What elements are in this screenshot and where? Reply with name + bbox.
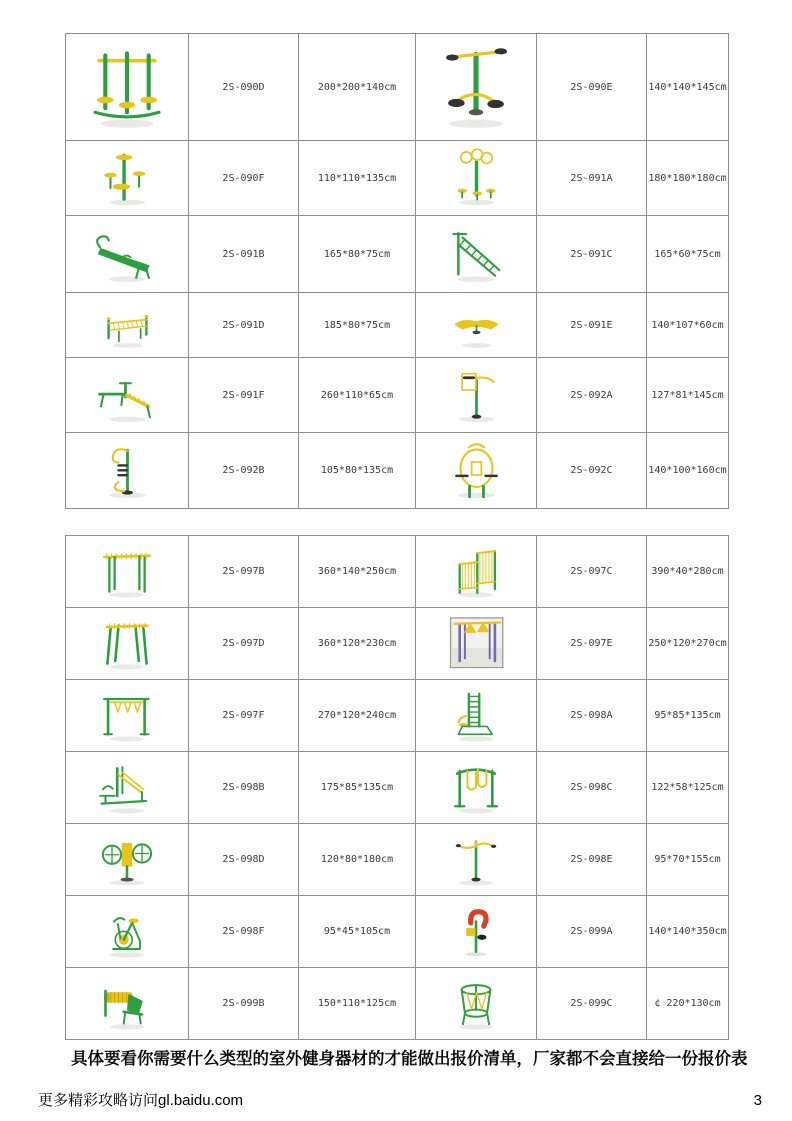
red-tube-pole-image [440, 902, 512, 962]
equipment-image-cell [416, 141, 537, 216]
size-spec: 140*140*350cm [647, 896, 729, 968]
t-pole-arm-image [440, 830, 512, 890]
equipment-image-cell [416, 968, 537, 1040]
model-code: 2S-097D [189, 608, 299, 680]
size-spec: 180*180*180cm [647, 141, 729, 216]
model-code: 2S-099C [537, 968, 647, 1040]
model-code: 2S-097E [537, 608, 647, 680]
equipment-image-cell [66, 824, 189, 896]
model-code: 2S-097C [537, 536, 647, 608]
seesaw-yellow-image [445, 299, 508, 352]
oval-trainer-image [438, 439, 515, 503]
bench-ramp-combo-image [90, 364, 165, 427]
equipment-image-cell [66, 608, 189, 680]
size-spec: 165*60*75cm [647, 216, 729, 293]
model-code: 2S-091A [537, 141, 647, 216]
table-row [66, 34, 729, 141]
wall-bars-image [440, 542, 512, 602]
size-spec: 200*200*140cm [299, 34, 416, 141]
equipment-image-cell [66, 680, 189, 752]
size-spec: 140*140*145cm [647, 34, 729, 141]
table-row [66, 824, 729, 896]
situp-board-image [88, 222, 166, 287]
table-row [66, 293, 729, 358]
equipment-image-cell [416, 824, 537, 896]
pole-with-rungs-image [89, 439, 166, 503]
model-code: 2S-090F [189, 141, 299, 216]
page-footer [38, 1089, 762, 1110]
equipment-image-cell [66, 968, 189, 1040]
table-row [66, 358, 729, 433]
table-row [66, 433, 729, 509]
monkey-bars-tall-image [91, 614, 163, 674]
equipment-image-cell [66, 752, 189, 824]
equipment-spec-table-1 [65, 33, 729, 509]
size-spec: 185*80*75cm [299, 293, 416, 358]
roller-massage-bench-image [91, 974, 163, 1034]
model-code: 2S-091D [189, 293, 299, 358]
equipment-image-cell [416, 680, 537, 752]
equipment-image-cell [66, 293, 189, 358]
size-spec: 95*45*105cm [299, 896, 416, 968]
model-code: 2S-098E [537, 824, 647, 896]
size-spec: 360*120*230cm [299, 608, 416, 680]
rung-bed-image [96, 299, 159, 352]
model-code: 2S-098C [537, 752, 647, 824]
table-row [66, 536, 729, 608]
equipment-image-cell [416, 433, 537, 509]
equipment-image-cell [66, 358, 189, 433]
equipment-image-cell [416, 293, 537, 358]
equipment-image-cell [66, 34, 189, 141]
double-pendulum-frame-image [440, 758, 512, 818]
twin-wheels-image [91, 830, 163, 890]
model-code: 2S-098A [537, 680, 647, 752]
model-code: 2S-092C [537, 433, 647, 509]
equipment-image-cell [416, 216, 537, 293]
size-spec: 140*107*60cm [647, 293, 729, 358]
equipment-image-cell [66, 216, 189, 293]
table-row [66, 680, 729, 752]
table-row [66, 216, 729, 293]
model-code: 2S-091C [537, 216, 647, 293]
rotator-pole-image [419, 40, 533, 135]
stepper-ladder-image [440, 686, 512, 746]
equipment-image-cell [416, 358, 537, 433]
equipment-image-cell [66, 536, 189, 608]
table-row [66, 968, 729, 1040]
triple-pole-station-image [70, 40, 184, 135]
tai-chi-wheel-pole-image [439, 147, 514, 210]
model-code: 2S-090D [189, 34, 299, 141]
model-code: 2S-091F [189, 358, 299, 433]
body-paragraph: 具体要看你需要什么类型的室外健身器材的才能做出报价清单，厂家都不会直接给一份报价表 [71, 1050, 748, 1068]
size-spec: 95*85*135cm [647, 680, 729, 752]
model-code: 2S-091B [189, 216, 299, 293]
round-ladder-carousel-image [440, 974, 512, 1034]
model-code: 2S-092B [189, 433, 299, 509]
size-spec: 120*80*180cm [299, 824, 416, 896]
horizontal-ladder-image [91, 542, 163, 602]
equipment-spec-table-2 [65, 535, 729, 1040]
size-spec: 122*58*125cm [647, 752, 729, 824]
equipment-image-cell [66, 141, 189, 216]
model-code: 2S-091E [537, 293, 647, 358]
swing-frame-purple-image [440, 614, 512, 674]
size-spec: 95*70*155cm [647, 824, 729, 896]
size-spec: 165*80*75cm [299, 216, 416, 293]
model-code: 2S-092A [537, 358, 647, 433]
model-code: 2S-098D [189, 824, 299, 896]
size-spec: 105*80*135cm [299, 433, 416, 509]
equipment-image-cell [416, 896, 537, 968]
page-number: 3 [753, 1092, 762, 1109]
rowing-combo-image [91, 758, 163, 818]
model-code: 2S-099B [189, 968, 299, 1040]
table-row [66, 752, 729, 824]
size-spec: 127*81*145cm [647, 358, 729, 433]
size-spec: 175*85*135cm [299, 752, 416, 824]
equipment-image-cell [416, 34, 537, 141]
size-spec: 390*40*280cm [647, 536, 729, 608]
table-row [66, 608, 729, 680]
equipment-image-cell [66, 896, 189, 968]
table-row [66, 141, 729, 216]
footer-note: 更多精彩攻略访问gl.baidu.com [38, 1092, 244, 1109]
size-spec: ¢ 220*130cm [647, 968, 729, 1040]
model-code: 2S-099A [537, 896, 647, 968]
size-spec: 260*110*65cm [299, 358, 416, 433]
pole-with-frame-image [439, 364, 514, 427]
equipment-image-cell [416, 752, 537, 824]
climb-ramp-image [437, 222, 515, 287]
model-code: 2S-097B [189, 536, 299, 608]
size-spec: 150*110*125cm [299, 968, 416, 1040]
hanging-rings-frame-image [91, 686, 163, 746]
equipment-image-cell [416, 608, 537, 680]
size-spec: 270*120*240cm [299, 680, 416, 752]
model-code: 2S-098F [189, 896, 299, 968]
size-spec: 360*140*250cm [299, 536, 416, 608]
size-spec: 110*110*135cm [299, 141, 416, 216]
model-code: 2S-097F [189, 680, 299, 752]
table-row [66, 896, 729, 968]
model-code: 2S-098B [189, 752, 299, 824]
exercise-bike-image [91, 902, 163, 962]
twin-mushroom-seats-image [90, 147, 165, 210]
equipment-image-cell [66, 433, 189, 509]
size-spec: 250*120*270cm [647, 608, 729, 680]
equipment-image-cell [416, 536, 537, 608]
model-code: 2S-090E [537, 34, 647, 141]
size-spec: 140*100*160cm [647, 433, 729, 509]
